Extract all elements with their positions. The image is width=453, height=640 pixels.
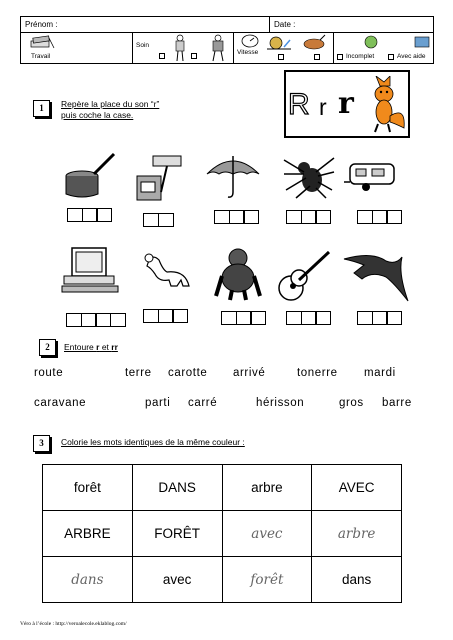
vitesse-cell: [234, 33, 334, 64]
exercise1-number: 1: [33, 100, 50, 117]
grid-cell[interactable]: FORÊT: [132, 511, 222, 557]
fox-icon: [366, 76, 408, 134]
grid-cell[interactable]: avec: [132, 557, 222, 603]
spider-icon: [282, 150, 336, 200]
word-row-2: [0, 397, 453, 413]
letter-box: [284, 70, 410, 138]
boxes-saucepan[interactable]: [67, 208, 111, 222]
header-table: [20, 16, 434, 64]
incomplet-label: Incomplet: [346, 53, 375, 60]
grid-cell[interactable]: DANS: [132, 465, 222, 511]
aide-cell: [334, 33, 434, 64]
computer-icon: [60, 246, 126, 296]
avec-aide-label: Avec aide: [397, 53, 426, 60]
guitar-icon: [275, 246, 335, 304]
umbrella-icon: [205, 152, 261, 200]
boxes-paint-roller[interactable]: [143, 213, 172, 227]
exercise1-instruction-line2: puis coche la case.: [61, 110, 134, 120]
boxes-caravan[interactable]: [357, 210, 401, 224]
word[interactable]: gros: [339, 397, 364, 409]
word[interactable]: mardi: [364, 367, 396, 379]
exercise3-number: 3: [33, 435, 50, 452]
messy-kid-icon: [207, 34, 229, 62]
soin-check-1[interactable]: [159, 53, 165, 59]
paint-roller-icon: [133, 152, 185, 202]
boxes-computer[interactable]: [66, 313, 124, 327]
word[interactable]: tonerre: [297, 367, 338, 379]
soin-label: Soin: [136, 42, 150, 49]
grid-cell[interactable]: arbre: [222, 465, 312, 511]
grid-row: [43, 557, 402, 603]
helper-icon: [412, 34, 432, 50]
exercise1-instruction-line1: Repère la place du son “r”: [61, 99, 160, 109]
globe-icon: [360, 35, 382, 49]
grid-row: [43, 511, 402, 557]
word[interactable]: carré: [188, 397, 218, 409]
exercise3-instruction: Colorie les mots identiques de la même couleur :: [61, 437, 245, 447]
books-icon: [29, 35, 55, 51]
boxes-swallow[interactable]: [357, 311, 401, 325]
grid-cell[interactable]: dans: [312, 557, 402, 603]
grid-cell[interactable]: forêt: [222, 557, 312, 603]
travail-label: Travail: [31, 53, 51, 60]
word[interactable]: route: [34, 367, 64, 379]
letter-r-print: r: [319, 94, 327, 120]
rabbit-icon: [300, 34, 328, 52]
grid-cell[interactable]: ARBRE: [43, 511, 133, 557]
word[interactable]: carotte: [168, 367, 208, 379]
grid-row: [43, 465, 402, 511]
soin-check-2[interactable]: [191, 53, 197, 59]
boxes-guitar[interactable]: [286, 311, 330, 325]
grid-cell[interactable]: dans: [43, 557, 133, 603]
vitesse-check-2[interactable]: [314, 54, 320, 60]
stopwatch-icon: [240, 34, 260, 48]
grid-cell[interactable]: avec: [222, 511, 312, 557]
exercise1-instruction: [61, 99, 159, 121]
vitesse-check-1[interactable]: [278, 54, 284, 60]
letter-R-outline: R: [288, 88, 310, 121]
travail-cell: [21, 33, 133, 64]
word-grid: [42, 464, 402, 603]
prenom-label: Prénom :: [25, 20, 58, 29]
date-label: Date :: [274, 20, 296, 29]
saucepan-icon: [62, 152, 118, 200]
grid-cell[interactable]: arbre: [312, 511, 402, 557]
boxes-umbrella[interactable]: [214, 210, 258, 224]
word[interactable]: arrivé: [233, 367, 266, 379]
word-row-1: [0, 367, 453, 383]
word[interactable]: barre: [382, 397, 412, 409]
vitesse-label: Vitesse: [237, 49, 259, 56]
word[interactable]: parti: [145, 397, 171, 409]
swallow-icon: [342, 243, 412, 305]
snail-icon: [264, 34, 294, 52]
boxes-gorilla[interactable]: [221, 311, 265, 325]
avec-aide-check[interactable]: [388, 54, 394, 60]
letter-r-script: r: [338, 86, 354, 121]
boxes-spider[interactable]: [286, 210, 330, 224]
soin-cell: [133, 33, 234, 64]
word[interactable]: hérisson: [256, 397, 305, 409]
incomplet-check[interactable]: [337, 54, 343, 60]
dinosaur-icon: [137, 246, 193, 294]
word[interactable]: caravane: [34, 397, 87, 409]
kid-icon: [173, 34, 187, 62]
word[interactable]: terre: [125, 367, 152, 379]
caravan-icon: [344, 160, 400, 194]
exercise2-number: 2: [39, 339, 56, 356]
boxes-dinosaur[interactable]: [143, 309, 187, 323]
grid-cell[interactable]: AVEC: [312, 465, 402, 511]
grid-cell[interactable]: forêt: [43, 465, 133, 511]
exercise2-instruction: Entoure r et rr: [64, 342, 118, 352]
footer-credit: Véro à l’école : http://veroalecole.eklablog.com/: [20, 621, 127, 627]
gorilla-icon: [210, 246, 266, 302]
